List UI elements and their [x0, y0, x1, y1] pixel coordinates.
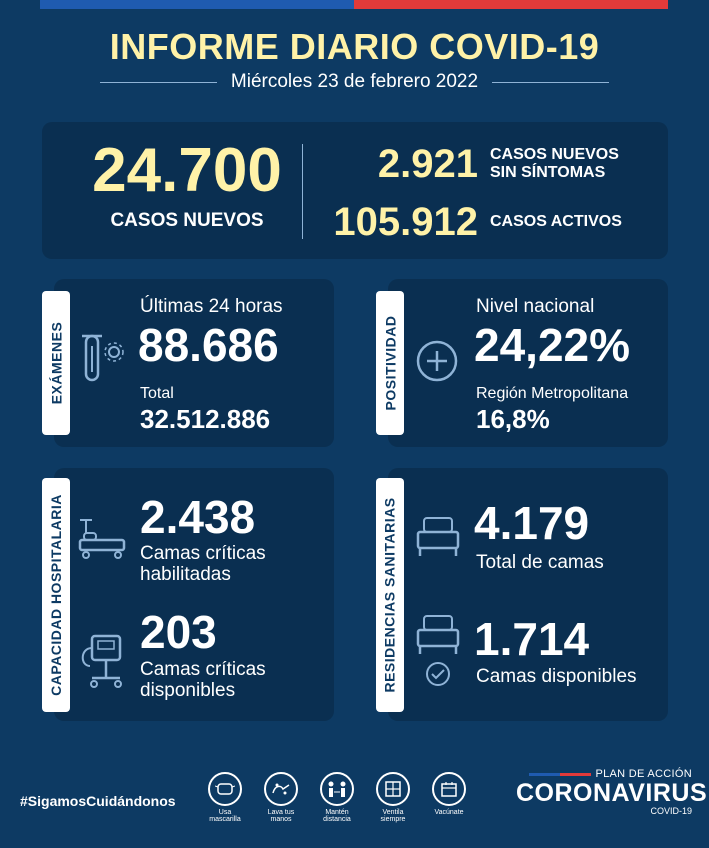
examenes-last24-label: Últimas 24 horas — [140, 296, 283, 317]
asymptomatic-value: 2.921 — [377, 142, 478, 186]
tip-wash-hands — [260, 772, 302, 824]
active-value: 105.912 — [333, 200, 478, 244]
flag-red-stripe — [354, 0, 668, 9]
positividad-rm-value: 16,8% — [476, 404, 550, 434]
hospital-bed-icon — [76, 516, 128, 560]
brand-logo — [516, 768, 708, 816]
tab-positividad-label: POSITIVIDAD — [382, 315, 398, 411]
capacidad-available-label-line-2: disponibles — [140, 679, 236, 701]
flag-bar — [40, 0, 668, 9]
tab-positividad — [376, 291, 404, 435]
prevention-tips — [204, 772, 470, 824]
tip-wash-hands-caption: Lava tus manos — [267, 809, 295, 824]
capacidad-beds-label — [140, 544, 266, 586]
capacidad-beds-label-line-2: habilitadas — [140, 563, 231, 585]
active-row — [314, 202, 654, 242]
capacidad-available-label-line-1: Camas críticas — [140, 659, 266, 680]
brand-sub: COVID-19 — [650, 805, 692, 816]
positividad-rm-label: Región Metropolitana — [476, 385, 629, 402]
residencias-total-label: Total de camas — [476, 552, 604, 573]
residencias-available-label: Camas disponibles — [476, 666, 637, 687]
divider-left — [100, 82, 217, 83]
asymptomatic-label-line-1: CASOS NUEVOS — [490, 145, 619, 163]
tip-distance-caption: Mantén distancia — [323, 809, 351, 824]
tab-capacidad-label: CAPACIDAD HOSPITALARIA — [48, 494, 64, 696]
residencias-available-value: 1.714 — [474, 613, 590, 665]
hands-icon — [264, 772, 298, 806]
capacidad-available-label — [140, 660, 266, 702]
tip-vaccinate — [428, 772, 470, 824]
active-label: CASOS ACTIVOS — [490, 212, 622, 230]
examenes-last24-value: 88.686 — [138, 319, 279, 371]
hashtag: #SigamosCuidándonos — [20, 793, 176, 809]
examenes-total-label: Total — [140, 385, 174, 402]
tab-capacidad — [42, 478, 70, 712]
summary-card — [42, 122, 668, 259]
plus-circle-icon — [414, 338, 460, 384]
tip-ventilate-caption: Ventila siempre — [380, 809, 406, 824]
calendar-icon — [432, 772, 466, 806]
tab-examenes — [42, 291, 70, 435]
capacidad-beds-value: 2.438 — [140, 491, 256, 543]
tip-mask — [204, 772, 246, 824]
residencias-total-value: 4.179 — [474, 497, 590, 549]
date-line — [100, 70, 609, 94]
new-cases-label: CASOS NUEVOS — [110, 210, 264, 231]
capacidad-available-value: 203 — [140, 606, 217, 658]
distance-icon — [320, 772, 354, 806]
asymptomatic-label — [490, 146, 619, 183]
brand-flag-line — [529, 773, 591, 776]
tip-mask-caption: Usa mascarilla — [209, 809, 241, 824]
brand-plan: PLAN DE ACCIÓN — [516, 768, 692, 780]
summary-divider — [302, 144, 303, 239]
positividad-national-value: 24,22% — [474, 319, 631, 371]
asymptomatic-row — [314, 144, 654, 184]
flag-blue-stripe — [40, 0, 354, 9]
new-cases-block — [52, 136, 322, 232]
examenes-total-value: 32.512.886 — [140, 404, 271, 434]
page-title: INFORME DIARIO COVID-19 — [109, 26, 600, 67]
bed-check-icon — [414, 610, 462, 688]
tip-vaccinate-caption: Vacúnate — [434, 809, 464, 816]
test-tube-icon — [76, 328, 126, 390]
tip-ventilate — [372, 772, 414, 824]
report-date: Miércoles 23 de febrero 2022 — [230, 71, 479, 92]
positividad-national-label: Nivel nacional — [476, 296, 595, 317]
tab-residencias-label: RESIDENCIAS SANITARIAS — [382, 497, 398, 693]
tab-examenes-label: EXÁMENES — [48, 321, 65, 405]
divider-right — [492, 82, 609, 83]
new-cases-value: 24.700 — [92, 136, 282, 205]
ventilator-icon — [76, 632, 128, 690]
tab-residencias — [376, 478, 404, 712]
mask-icon — [208, 772, 242, 806]
brand-name: CORONAVIRUS — [516, 779, 708, 807]
capacidad-beds-label-line-1: Camas críticas — [140, 543, 266, 564]
window-icon — [376, 772, 410, 806]
bed-icon — [414, 510, 462, 560]
asymptomatic-label-line-2: SIN SÍNTOMAS — [490, 164, 606, 181]
tip-distance — [316, 772, 358, 824]
